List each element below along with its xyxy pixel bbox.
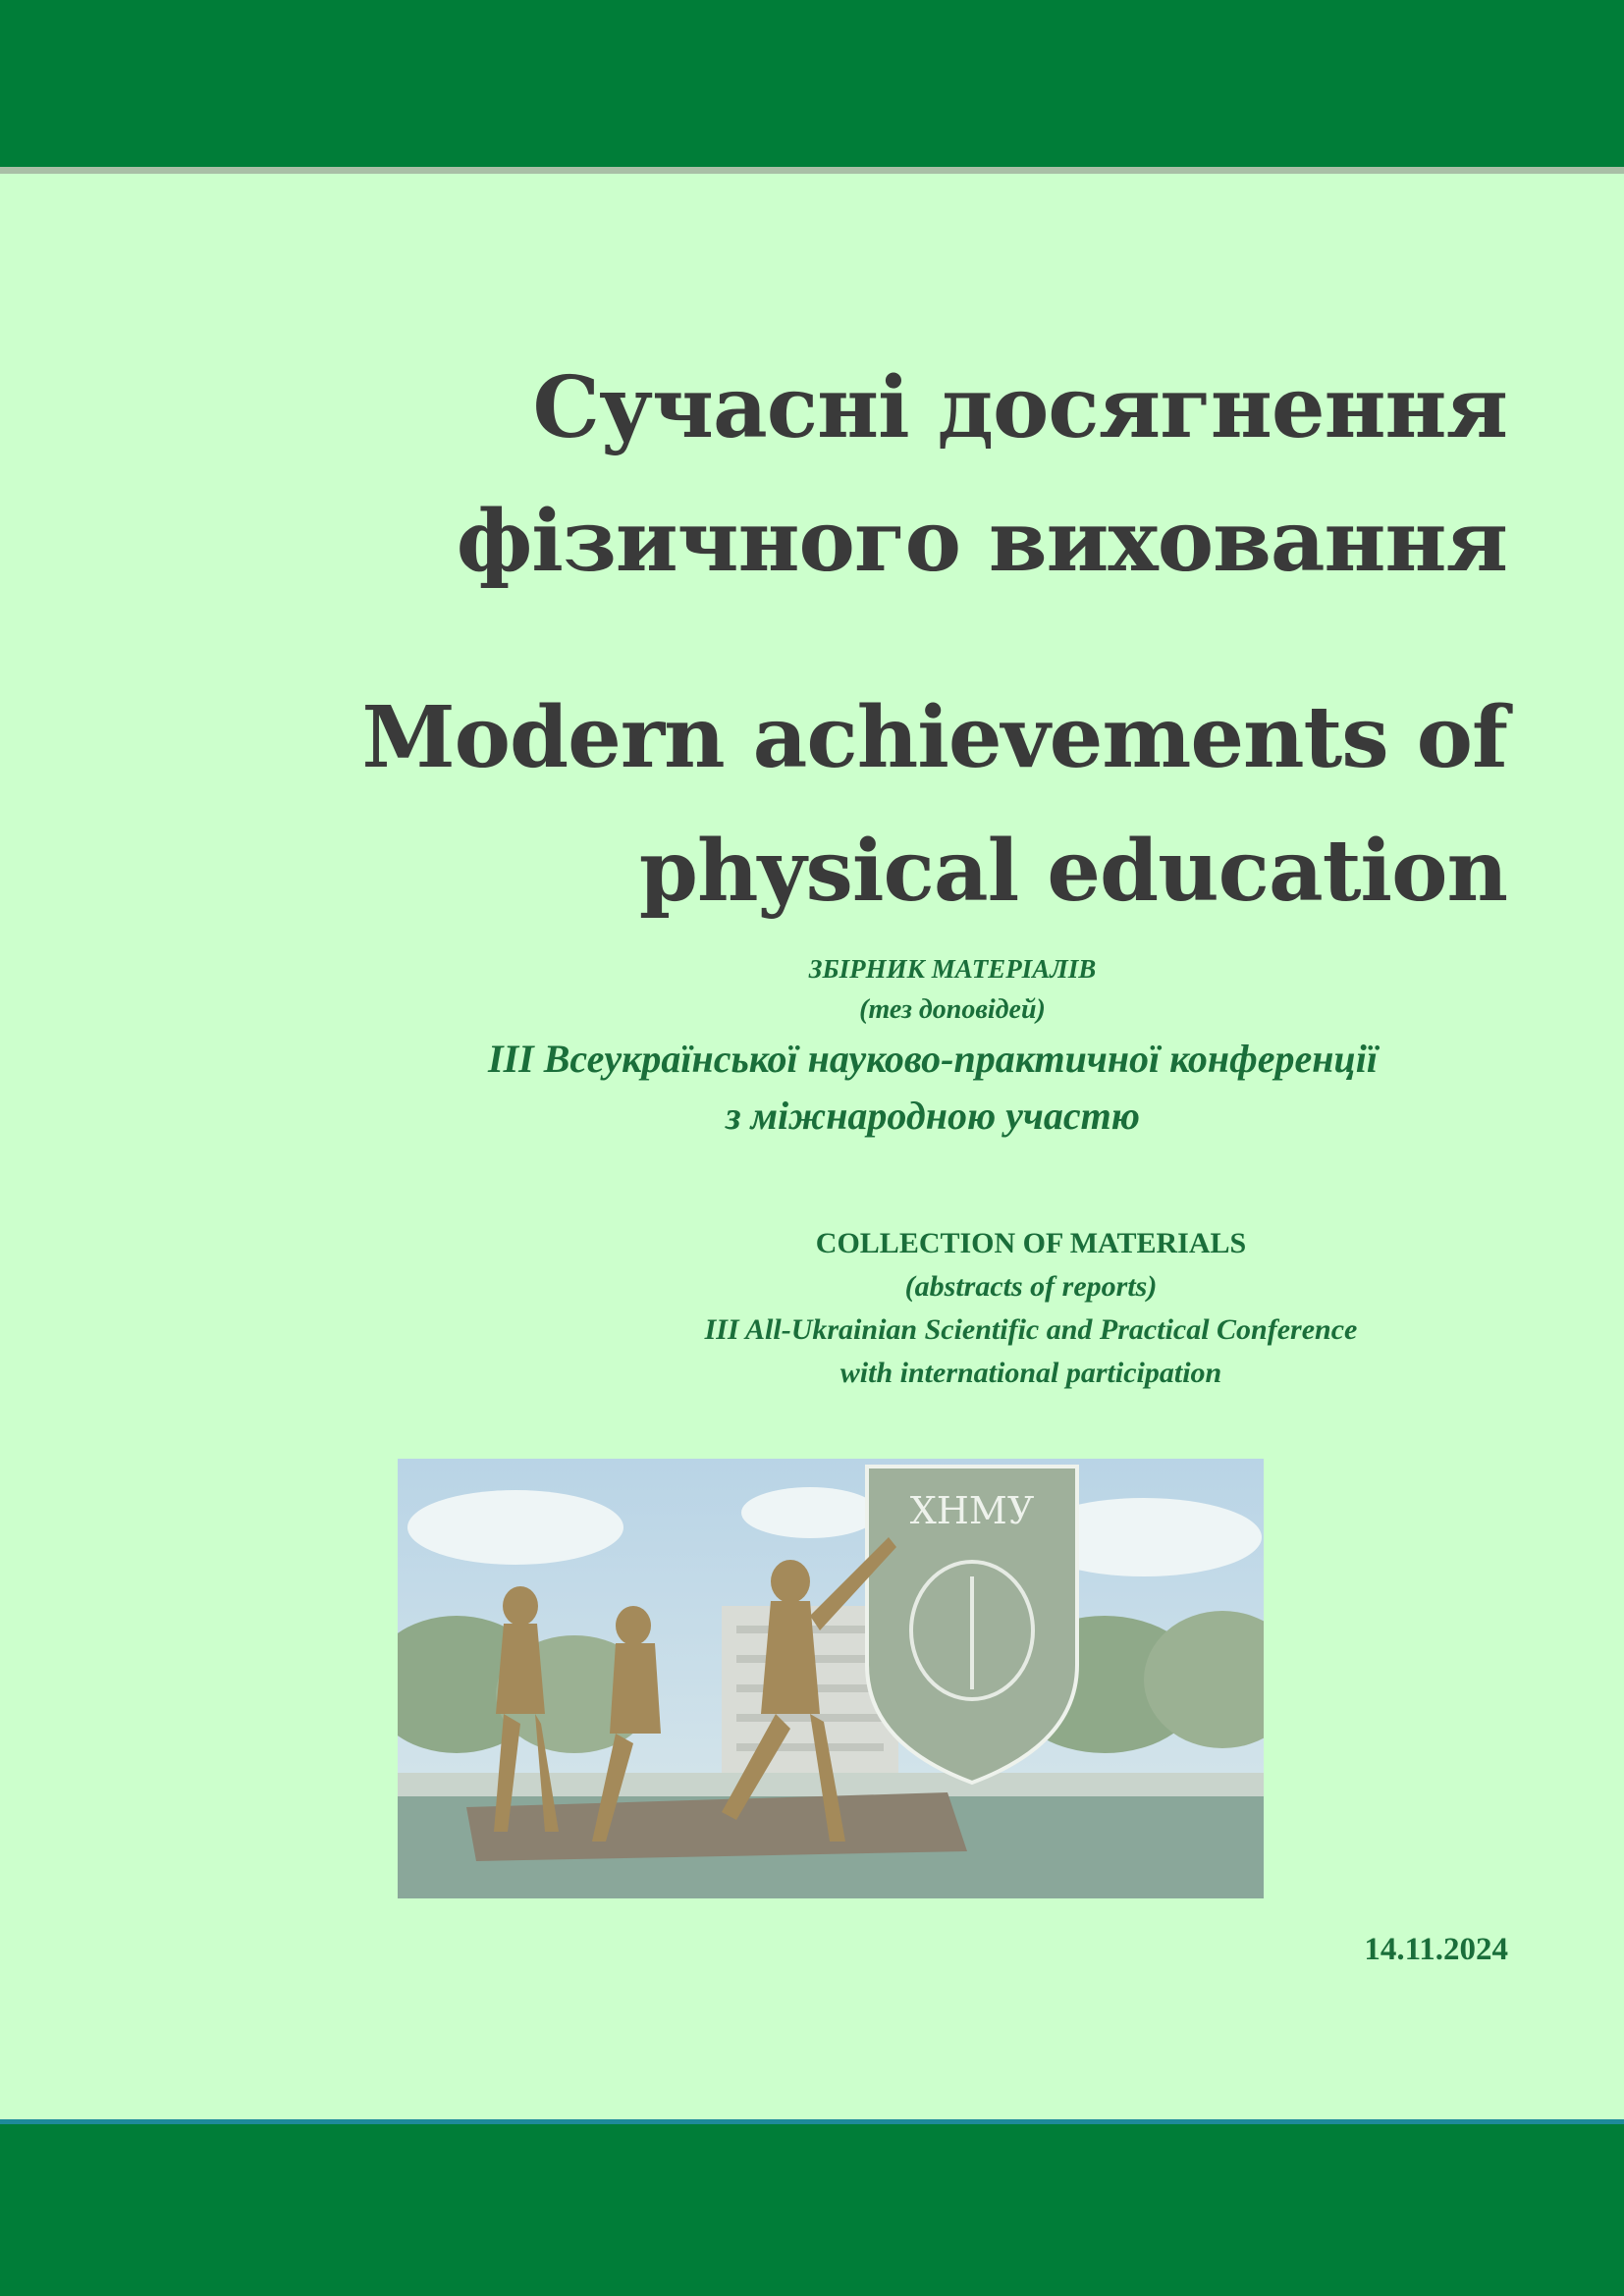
title-en-line-1: Modern achievements of [361, 688, 1507, 787]
subtitle-ua-participation: з міжнародною участю [726, 1094, 1140, 1138]
subtitle-ua-abstracts: (тез доповідей) [859, 994, 1046, 1025]
conference-date: 14.11.2024 [1364, 1932, 1508, 1967]
svg-text:ХНМУ: ХНМУ [909, 1489, 1035, 1532]
title-en-line-2: physical education [638, 822, 1507, 921]
subtitle-en-conference: III All-Ukrainian Scientific and Practical Conference [704, 1313, 1358, 1346]
bottom-green-band [0, 2124, 1624, 2296]
subtitle-ukrainian [363, 948, 1502, 1145]
top-green-band [0, 0, 1624, 167]
top-divider-line [0, 167, 1624, 174]
subtitle-en-collection: COLLECTION OF MATERIALS [815, 1227, 1247, 1259]
subtitle-ua-conference: ІІІ Всеукраїнської науково-практичної конференції [488, 1037, 1378, 1081]
subtitle-ua-collection: ЗБІРНИК МАТЕРІАЛІВ [808, 954, 1097, 984]
subtitle-english [589, 1222, 1473, 1395]
title-ua-line-1: Сучасні досягнення [532, 358, 1507, 457]
subtitle-en-participation: with international participation [839, 1357, 1222, 1389]
title-ua-line-2: фізичного виховання [456, 492, 1507, 591]
cover-title [152, 342, 1507, 938]
university-emblem-icon [867, 1467, 1077, 1783]
subtitle-en-abstracts: (abstracts of reports) [904, 1270, 1158, 1303]
cover-photo [398, 1459, 1264, 1898]
